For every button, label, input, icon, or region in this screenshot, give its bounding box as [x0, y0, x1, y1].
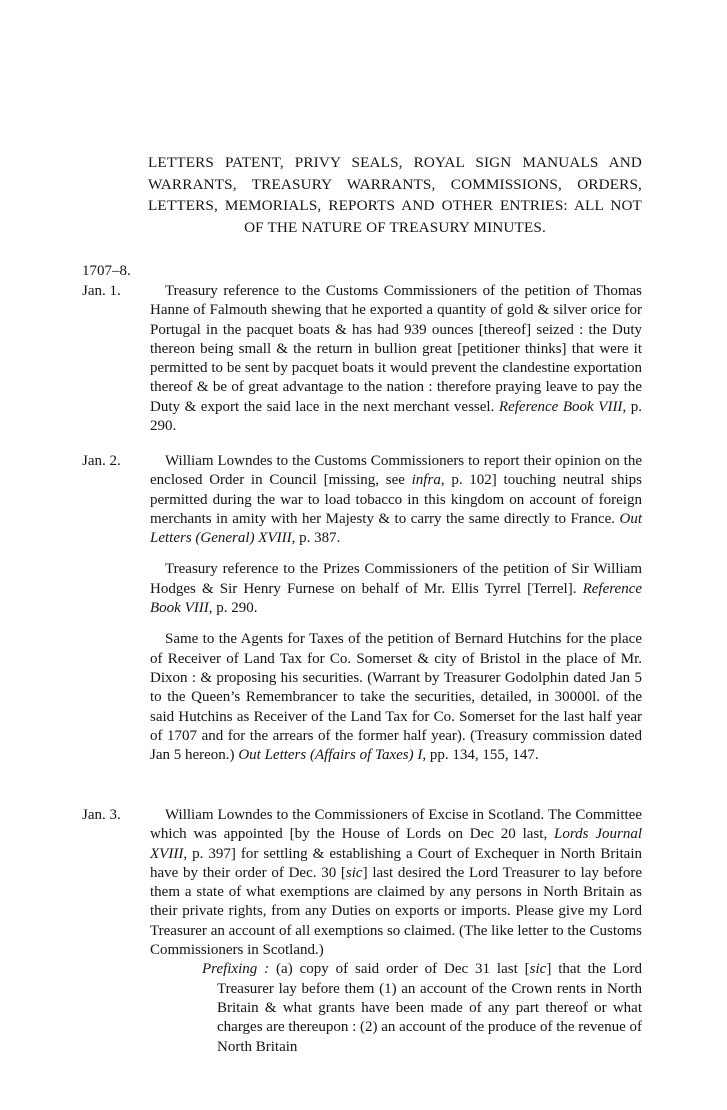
reference-page: , p. 387. [291, 530, 341, 547]
paragraph-text: (a) copy of said order of Dec 31 last [ [269, 961, 530, 978]
paragraph-text: Same to the Agents for Taxes of the petition of Bernard Hutchins for the place of Receiver of Land Tax for Co. Somerset & city of Bristol in the place of Mr. Dixon : & proposing his securities. (Warrant by Treasurer Godolphin dated Jan 5 to the Queen’s Remembrancer to take the securities, detailed, in 30000l. of the said Hutchins as Receiver of the Land Tax for Co. Somerset for the last half year of 1707 and for the arrears of the former half year). (Treasury commission dated Jan 5 hereon.) [150, 631, 642, 764]
reference: Lords Journal XVIII [150, 826, 642, 862]
entry-date: Jan. 1. [82, 283, 121, 299]
paragraph-text: Treasury reference to the Prizes Commissioners of the petition of Sir William Hodges & Sir Henry Furnese on behalf of Mr. Ellis Tyrrel [Terrel]. [150, 561, 642, 597]
entry-paragraph [150, 560, 642, 618]
prefixing-paragraph [202, 960, 642, 1056]
reference: Out Letters (General) XVIII [150, 510, 642, 547]
sic-word: sic [345, 864, 363, 881]
reference: Reference Book VIII [150, 580, 643, 617]
entry-paragraph [150, 630, 642, 765]
paragraph-text: Treasury reference to the Customs Commissioners of the petition of Thomas Hanne of Falmouth shewing that he exported a quantity of gold & silver orice for Portugal in the pacquet boats & has had 939 ounces [thereof] seized : the Duty thereon being small & the return in bullion great [petitioner thinks] that were it permitted to be sent by pacquet boats it would prevent the clandestine exportation thereof & be of great advantage to the nation : therefore praying leave to pay the Duty & export the said lace in the next merchant vessel. [150, 283, 642, 415]
prefix-label: Prefixing : [202, 961, 270, 978]
reference-page: , p. 290. [208, 600, 258, 617]
paragraph-text: ] that the Lord Treasurer lay before them (1) an account of the Crown rents in North Britain & what grants have been made of any part thereof or what charges are thereupon : (2) an account of the produce of the revenue of North Britain [217, 961, 642, 1055]
entry-date: Jan. 3. [82, 807, 121, 823]
paragraph-text: , p. 102] touching neutral ships permitted during the war to load tobacco in this kingdom on account of foreign merchants in amity with her Majesty & to carry the same directly to France. [150, 472, 642, 527]
entry-jan-1 [82, 282, 642, 436]
entry-paragraph [150, 806, 642, 960]
entry-paragraph [150, 282, 642, 436]
entry-date: Jan. 2. [82, 453, 121, 469]
paragraph-text: William Lowndes to the Commissioners of Excise in Scotland. The Committee which was appointed [by the House of Lords on Dec 20 last, [150, 807, 642, 843]
reference-page: , p. 290. [150, 398, 643, 435]
infra-word: infra [411, 472, 441, 489]
sic-word: sic [529, 961, 547, 978]
paragraph-text: ] last desired the Lord Treasurer to lay before them a state of what exemptions are claimed by any persons in North Britain as their private rights, from any Duties on exports or imports. Please give my Lord Treasurer an account of all exemptions so claimed. (The like letter to the Customs Commissioners in Scotland.) [150, 864, 642, 959]
year-label: 1707–8. [82, 263, 131, 279]
reference: Out Letters (Affairs of Taxes) I [238, 747, 423, 764]
paragraph-text: William Lowndes to the Customs Commissioners to report their opinion on the enclosed Order in Council [missing, see [150, 453, 642, 489]
entry-jan-3 [82, 806, 642, 1057]
section-heading: LETTERS PATENT, PRIVY SEALS, ROYAL SIGN MANUALS AND WARRANTS, TREASURY WARRANTS, COMMISSIONS, ORDERS, LETTERS, MEMORIALS, REPORTS AND OTHER ENTRIES: ALL NOT OF THE NATURE OF TREASURY MINUTES. [148, 154, 642, 236]
reference: Reference Book VIII [498, 398, 623, 415]
entry-jan-2 [82, 452, 642, 765]
reference-page: , pp. 134, 155, 147. [422, 747, 539, 764]
entry-paragraph [150, 452, 642, 548]
paragraph-text: , p. 397] for settling & establishing a Court of Exchequer in North Britain have by their order of Dec. 30 [ [150, 845, 642, 881]
